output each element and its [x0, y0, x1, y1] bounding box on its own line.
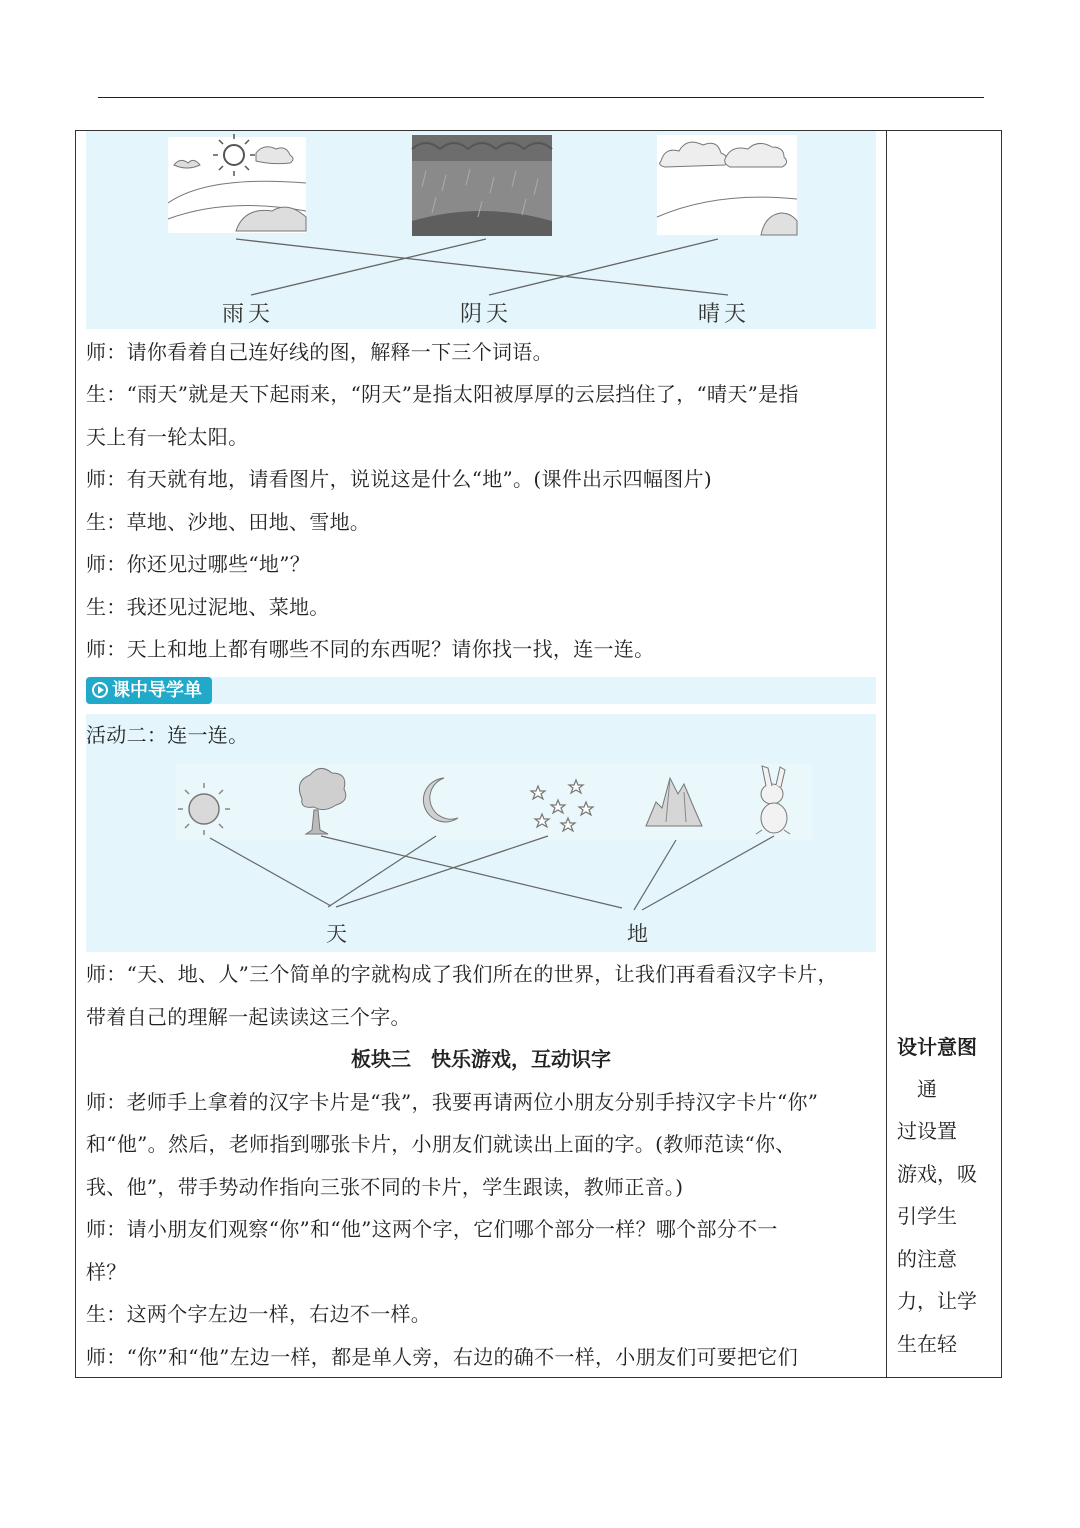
- dialogue-line: 生：这两个字左边一样，右边不一样。: [86, 1302, 432, 1326]
- design-intent-line: 生在轻: [897, 1332, 957, 1356]
- sunny-landscape-picture: [168, 134, 306, 233]
- sky-ground-svg: [86, 714, 876, 952]
- dialogue-line: 师：“你”和“他”左边一样，都是单人旁，右边的确不一样，小朋友们可要把它们: [86, 1345, 798, 1369]
- weather-matching-figure: [86, 131, 876, 329]
- rainy-landscape-picture: [412, 135, 552, 236]
- dialogue-line: 师：天上和地上都有哪些不同的东西呢？请你找一找，连一连。: [86, 637, 655, 661]
- dialogue-line: 生：我还见过泥地、菜地。: [86, 595, 330, 619]
- main-column: [76, 131, 886, 1377]
- dialogue-line: 师：你还见过哪些“地”？: [86, 552, 311, 576]
- guide-sheet-label: 课中导学单: [112, 680, 202, 701]
- play-circle-icon: [92, 682, 108, 698]
- dialogue-line: 师：老师手上拿着的汉字卡片是“我”，我要再请两位小朋友分别手持汉字卡片“你”: [86, 1090, 819, 1114]
- dialogue-line: 我、他”，带手势动作指向三张不同的卡片，学生跟读，教师正音。): [86, 1175, 684, 1199]
- dialogue-line: 带着自己的理解一起读读这三个字。: [86, 1005, 411, 1029]
- section-title: 板块三 快乐游戏，互动识字: [351, 1047, 611, 1071]
- dialogue-line: 师：请小朋友们观察“你”和“他”这两个字，它们哪个部分一样？哪个部分不一: [86, 1217, 778, 1241]
- dialogue-line: 样？: [86, 1260, 127, 1284]
- design-intent-line: 过设置: [897, 1119, 957, 1143]
- weather-label-overcast: 阴天: [460, 302, 513, 327]
- dialogue-line: 生：“雨天”就是天下起雨来，“阴天”是指太阳被厚厚的云层挡住了，“晴天”是指: [86, 382, 799, 406]
- design-intent-line: 引学生: [897, 1204, 957, 1228]
- sky-label: 天: [326, 922, 351, 946]
- design-intent-title: 设计意图: [897, 1035, 977, 1059]
- dialogue-line: 师：请你看着自己连好线的图，解释一下三个词语。: [86, 340, 553, 364]
- header-rule: [98, 97, 984, 98]
- design-intent-line: 力，让学: [897, 1289, 977, 1313]
- dialogue-line: 师：“天、地、人”三个简单的字就构成了我们所在的世界，让我们再看看汉字卡片，: [86, 962, 838, 986]
- dialogue-line: 和“他”。然后，老师指到哪张卡片，小朋友们就读出上面的字。(教师范读“你、: [86, 1132, 796, 1156]
- design-intent-line: 游戏，吸: [897, 1162, 977, 1186]
- cloudy-landscape-picture: [657, 135, 797, 235]
- sky-ground-match-lines: [210, 836, 774, 910]
- weather-label-sunny: 晴天: [698, 302, 751, 327]
- design-intent-line: 通: [897, 1077, 937, 1101]
- weather-label-rainy: 雨天: [222, 302, 275, 327]
- dialogue-line: 师：有天就有地，请看图片，说说这是什么“地”。(课件出示四幅图片): [86, 467, 712, 491]
- lesson-table: [75, 130, 1002, 1378]
- dialogue-line: 天上有一轮太阳。: [86, 425, 249, 449]
- guide-sheet-tag: [86, 677, 212, 704]
- ground-label: 地: [627, 922, 652, 946]
- design-intent-column: [887, 131, 1001, 1377]
- dialogue-line: 生：草地、沙地、田地、雪地。: [86, 510, 371, 534]
- guide-sheet-bar: [86, 677, 876, 704]
- activity-title: 活动二：连一连。: [86, 723, 249, 747]
- sky-ground-matching-figure: [86, 714, 876, 952]
- design-intent-line: 的注意: [897, 1247, 957, 1271]
- weather-match-lines: [236, 239, 728, 295]
